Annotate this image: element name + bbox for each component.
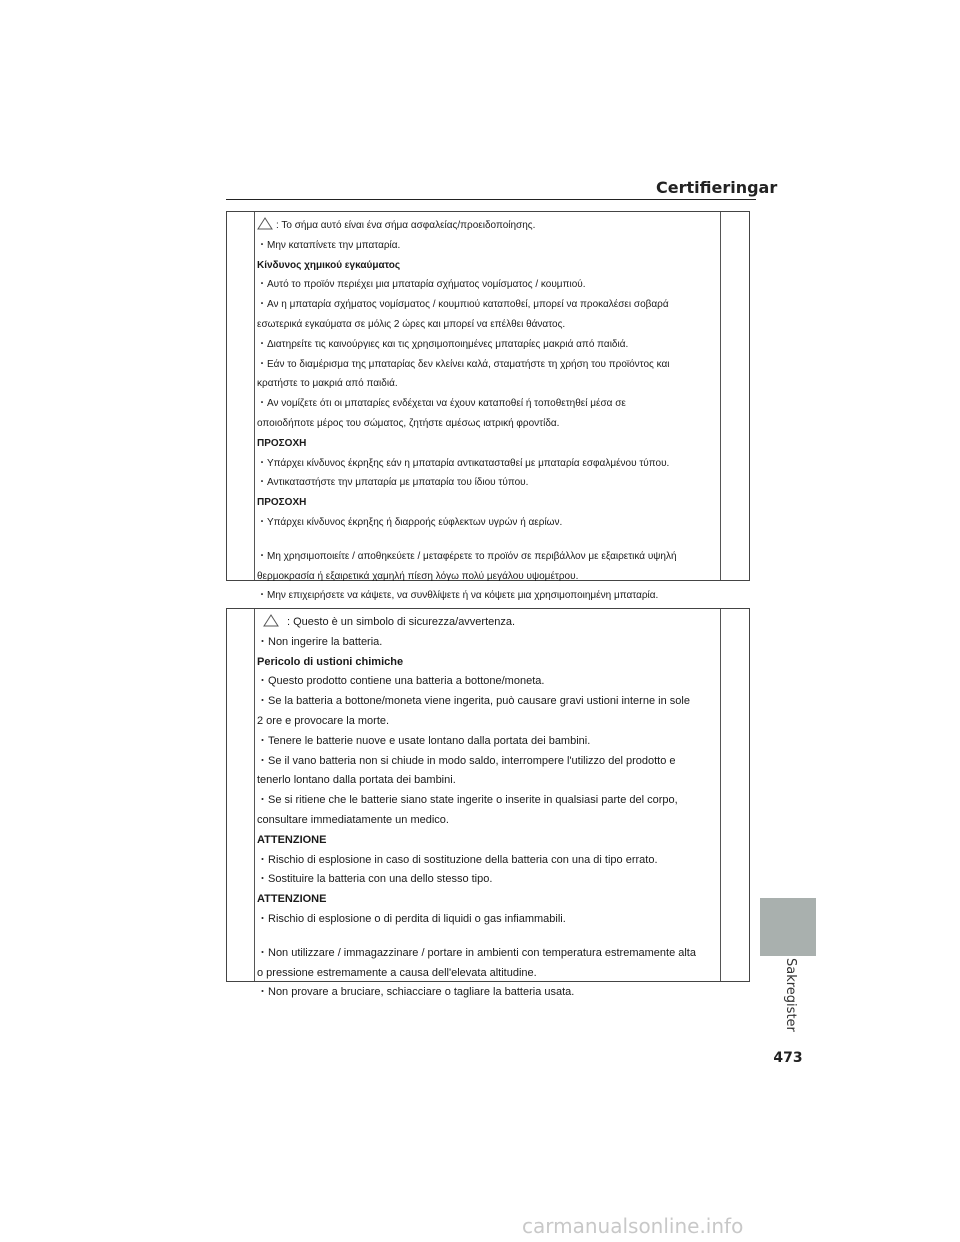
section-label: Sakregister <box>783 958 798 1032</box>
greek-line: ・Διατηρείτε τις καινούργιες και τις χρησιμοποιημένες μπαταρίες μακριά από παιδιά. <box>257 338 629 350</box>
box-left-rule <box>254 212 255 580</box>
italian-heading: ATTENZIONE <box>257 833 327 846</box>
greek-line: ・Αντικαταστήστε την μπαταρία με μπαταρία του ίδιου τύπου. <box>257 477 529 489</box>
greek-heading: ΠΡΟΣΟΧΗ <box>257 497 307 509</box>
greek-line: ・Μη χρησιμοποιείτε / αποθηκεύετε / μεταφέρετε το προϊόν σε περιβάλλον με εξαιρετικά υψηλή <box>257 550 677 562</box>
italian-line: ・Se il vano batteria non si chiude in modo saldo, interrompere l'utilizzo del prodotto e <box>257 754 676 767</box>
greek-line: εσωτερικά εγκαύματα σε μόλις 2 ώρες και μπορεί να επέλθει θάνατος. <box>257 318 566 330</box>
greek-line: θερμοκρασία ή εξαιρετικά χαμηλή πίεση λόγω πολύ μεγάλου υψομέτρου. <box>257 570 579 582</box>
greek-line: ・Μην επιχειρήσετε να κάψετε, να συνθλίψετε ή να κόψετε μια χρησιμοποιημένη μπαταρία. <box>257 590 659 602</box>
greek-line: οποιοδήποτε μέρος του σώματος, ζητήστε αμέσως ιατρική φροντίδα. <box>257 417 560 429</box>
greek-heading: ΠΡΟΣΟΧΗ <box>257 437 307 449</box>
italian-heading: ATTENZIONE <box>257 893 327 906</box>
greek-line: ・Εάν το διαμέρισμα της μπαταρίας δεν κλείνει καλά, σταματήστε τη χρήση του προϊόντος και <box>257 358 670 370</box>
header-rule <box>226 199 756 200</box>
greek-warning-box <box>226 211 750 602</box>
italian-line: ・Sostituire la batteria con una dello stesso tipo. <box>257 873 493 886</box>
italian-line: ・Non provare a bruciare, schiacciare o tagliare la batteria usata. <box>257 986 575 999</box>
page-number: 473 <box>773 1050 803 1066</box>
greek-line: ・Αν νομίζετε ότι οι μπαταρίες ενδέχεται να έχουν καταποθεί ή τοποθετηθεί μέσα σε <box>257 398 626 410</box>
italian-line: tenerlo lontano dalla portata dei bambini. <box>257 774 456 787</box>
greek-line: ・Μην καταπίνετε την μπαταρία. <box>257 239 401 251</box>
italian-line: 2 ore e provocare la morte. <box>257 714 390 727</box>
italian-line: ・Rischio di esplosione in caso di sostituzione della batteria con una di tipo errato. <box>257 853 658 866</box>
greek-line: ・Αυτό το προϊόν περιέχει μια μπαταρία σχήματος νομίσματος / κουμπιού. <box>257 279 586 291</box>
italian-line: : Questo è un simbolo di sicurezza/avvertenza. <box>257 613 719 633</box>
italian-line: ・Se si ritiene che le batterie siano state ingerite o inserite in qualsiasi parte del corpo, <box>257 794 678 807</box>
italian-line: ・Rischio di esplosione o di perdita di liquidi o gas infiammabili. <box>257 912 566 925</box>
italian-warning-box <box>226 608 750 999</box>
italian-heading: Pericolo di ustioni chimiche <box>257 655 404 668</box>
section-tab <box>760 898 816 956</box>
italian-line: ・Se la batteria a bottone/moneta viene ingerita, può causare gravi ustioni interne in sole <box>257 695 690 708</box>
warning-triangle-icon <box>257 217 273 230</box>
box-left-rule <box>254 609 255 981</box>
watermark: carmanualsonline.info <box>522 1214 744 1238</box>
warning-triangle-icon <box>263 614 279 627</box>
box-right-rule <box>720 212 721 580</box>
box-right-rule <box>720 609 721 981</box>
greek-text <box>257 216 719 606</box>
italian-line: ・Non utilizzare / immagazzinare / portare in ambienti con temperatura estremamente alta <box>257 946 696 959</box>
greek-line: ・Υπάρχει κίνδυνος έκρηξης εάν η μπαταρία αντικατασταθεί με μπαταρία εσφαλμένου τύπου. <box>257 457 670 469</box>
italian-line: ・Non ingerire la batteria. <box>257 635 383 648</box>
italian-line: ・Questo prodotto contiene una batteria a bottone/moneta. <box>257 675 545 688</box>
page-title: Certifieringar <box>656 178 778 197</box>
italian-line: o pressione estremamente a causa dell'elevata altitudine. <box>257 966 537 979</box>
greek-line: κρατήστε το μακριά από παιδιά. <box>257 378 398 390</box>
greek-line: : Το σήμα αυτό είναι ένα σήμα ασφαλείας/προειδοποίησης. <box>257 216 719 236</box>
greek-line: ・Αν η μπαταρία σχήματος νομίσματος / κουμπιού καταποθεί, μπορεί να προκαλέσει σοβαρά <box>257 299 669 311</box>
greek-line: ・Υπάρχει κίνδυνος έκρηξης ή διαρροής εύφλεκτων υγρών ή αερίων. <box>257 516 563 528</box>
greek-heading: Κίνδυνος χημικού εγκαύματος <box>257 259 401 271</box>
italian-text <box>257 613 719 1003</box>
italian-line: consultare immediatamente un medico. <box>257 813 449 826</box>
italian-line: ・Tenere le batterie nuove e usate lontano dalla portata dei bambini. <box>257 734 591 747</box>
